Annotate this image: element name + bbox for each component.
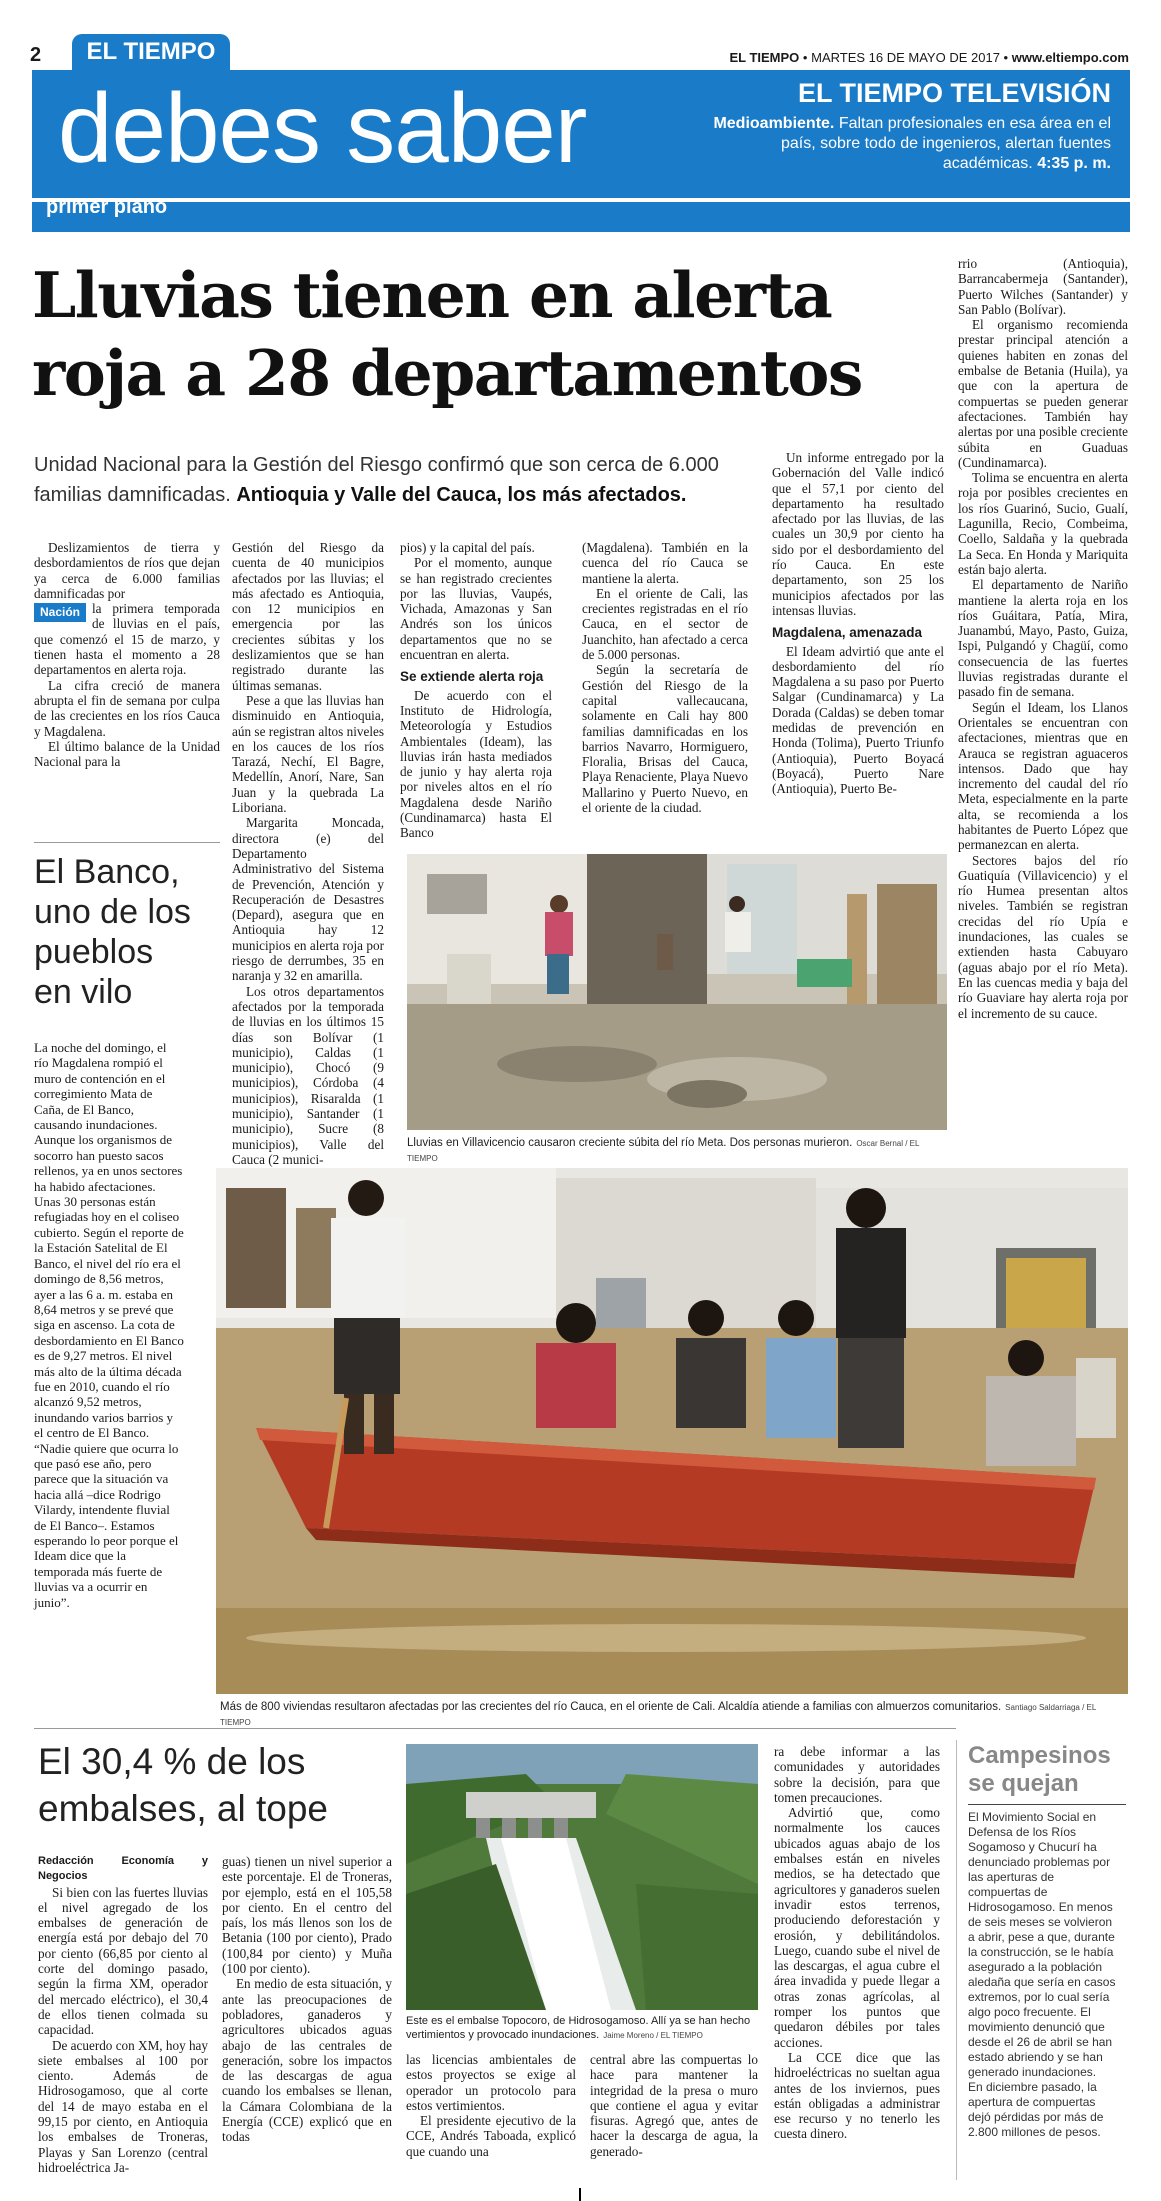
article-paragraph: El Ideam advirtió que ante el desbordamiento del río Magdalena a su paso por Puerto Salgar (Cundinamarca) y La Dorada (Caldas) se deben tomar medidas de prevención en Honda (Tolima), Puerto Triunfo (Antioquia), Puerto Boyacá (Boyacá), Puerto Nare (Antioquia), Puerto Be- bbox=[772, 643, 944, 797]
article-paragraph: El departamento de Nariño mantiene la alerta roja en los ríos Guáitara, Patía, Mira, Juanambú, Mayo, Pasto, Guiza, Ispi, Pulgandó y Chagüí, como consecuencia de las fuertes lluvias registradas durante el pasado fin de semana. bbox=[958, 577, 1128, 700]
story-subhead: Se extiende alerta roja bbox=[400, 669, 544, 685]
article-paragraph: Pese a que las lluvias han disminuido en Antioquia, aún se registran altos niveles en los cauces de los ríos Tarazá, Nechí, El Bagre, Medellín, Anorí, Nare, San Juan y la quebrada La Liboriana. bbox=[232, 692, 384, 816]
story-col-6 bbox=[958, 256, 1128, 1021]
embalses-headline: El 30,4 % de los embalses, al tope bbox=[38, 1741, 329, 1829]
article-paragraph: Un informe entregado por la Gobernación del Valle indicó que el 57,1 por ciento del departamento ha resultado afectado por las lluvias, de las cuales un 30,9 por ciento ha sido por el desbordamiento del río Cauca. En este departamento, son 25 los municipios afectados por las intensas lluvias. bbox=[772, 450, 944, 618]
dam-photo-caption: Este es el embalse Topocoro, de Hidrosogamoso. Allí ya se han hecho vertimientos y provocado inundaciones. Jaime Moreno / EL TIEMPO bbox=[406, 2015, 751, 2041]
dam-photo-credit: Jaime Moreno / EL TIEMPO bbox=[603, 2031, 703, 2040]
tv-promo-lead: Medioambiente. bbox=[713, 115, 835, 132]
story-col-5 bbox=[772, 450, 944, 797]
embalses-col-1: Redacción Economía y Negocios Si bien con las fuertes lluvias el nivel agregado de los embalses de generación de energía está por debajo del 70 por ciento (66,85 por ciento al corte del domingo pasado, según la firma XM, operador del mercado eléctrico), el 30,4 de ellos tienen colmada su capacidad. De acuerdo con XM, hoy hay siete embalses al 100 por ciento. Además de Hidrosogamoso, que al corte del 14 de mayo estaba en el 99,15 por ciento, en Antioquia los embalses de Troneras, Playas y San Lorenzo (central hidroeléctrica Ja- bbox=[38, 1855, 209, 2175]
divider bbox=[34, 842, 220, 843]
dateline: EL TIEMPO • MARTES 16 DE MAYO DE 2017 • www.eltiempo.com bbox=[729, 50, 1129, 65]
photo1-credit: Oscar Bernal / EL TIEMPO bbox=[407, 1139, 920, 1163]
divider bbox=[956, 1740, 957, 2180]
divider bbox=[968, 1804, 1126, 1805]
article-paragraph: Tolima se encuentra en alerta roja por posibles crecientes en los ríos Guarinó, Sucio, Gualí, Lagunilla, Recio, Combeima, Coello, Saldaña y la quebrada La Seca. En Honda y Mariquita están bajo alerta. bbox=[958, 470, 1128, 577]
article-paragraph: Gestión del Riesgo da cuenta de 40 municipios afectados por las lluvias; el más afectado es Antioquia, con 12 municipios en emergencia por las crecientes súbitas y los deslizamientos que se han registrado durante las últimas semanas. bbox=[232, 540, 384, 693]
embalses-col-5: ra debe informar a las comunidades y autoridades sobre la decisión, para que tomen precauciones. Advirtió que, como normalmente los cauces ubicados aguas abajo de los embalses están en niveles medios, se ha detectado que agricultores y ganaderos suelen invadir estos terrenos, produciendo deforestación y erosión, y debilitándolos. Luego, cuando sube el nivel de las descargas, el agua cubre el área invadida y puede llegar a otras zonas agrícolas, al romper los puntos que quedaron débiles por tales acciones. La CCE dice que las hidroeléctricas no sueltan agua antes de los inviernos, pues están obligadas a administrar ese recurso y no tenerlo les cuesta dinero. bbox=[774, 1744, 940, 2142]
section-title: debes saber bbox=[58, 73, 587, 183]
story-col-4 bbox=[582, 540, 748, 815]
article-paragraph: Margarita Moncada, directora (e) del Departamento Administrativo del Sistema de Prevención, Atención y Recuperación de Desastres (Depard), asegura que en Antioquia hay 12 municipios en alerta roja por riesgo de derrumbes, 35 en naranja y 32 en amarilla. bbox=[232, 815, 384, 984]
dateline-brand: EL TIEMPO bbox=[729, 50, 800, 65]
story-col-2 bbox=[232, 540, 384, 1167]
article-paragraph: pios) y la capital del país. bbox=[400, 540, 535, 555]
flood-photo-villavicencio-image bbox=[407, 854, 947, 1130]
article-paragraph: rrio (Antioquia), Barrancabermeja (Santander), Puerto Wilches (Santander) y San Pablo (Bolívar). bbox=[958, 256, 1128, 317]
story-col-3 bbox=[400, 540, 552, 841]
photo2-caption: Más de 800 viviendas resultaron afectadas por las crecientes del río Cauca, en el oriente de Cali. Alcaldía atiende a familias con almuerzos comunitarios. Santiago Saldarriaga / EL TIEMPO bbox=[220, 1701, 1097, 1727]
photo1-caption: Lluvias en Villavicencio causaron creciente súbita del río Meta. Dos personas murieron. Oscar Bernal / EL TIEMPO bbox=[407, 1137, 920, 1163]
article-paragraph: Deslizamientos de tierra y desbordamientos de ríos que dejan ya cerca de 6.000 familias damnificadas por bbox=[34, 540, 220, 601]
main-deck: Unidad Nacional para la Gestión del Riesgo confirmó que son cerca de 6.000 familias damnificadas. Antioquia y Valle del Cauca, los más afectados. bbox=[34, 454, 719, 506]
section-tag: Nación bbox=[34, 603, 86, 622]
tv-promo-body: Faltan profesionales en esa área en el país, sobre todo de ingenieros, alertan fuentes académicas. bbox=[781, 115, 1111, 172]
tv-promo-time: 4:35 p. m. bbox=[1037, 155, 1111, 172]
article-paragraph: De acuerdo con el Instituto de Hidrología, Meteorología y Estudios Ambientales (Ideam), las lluvias irán hasta mediados de junio y hay alerta roja por niveles altos en el río Magdalena desde Nariño (Cundinamarca) hasta El Banco bbox=[400, 687, 552, 841]
campesinos-title: Campesinos se quejan bbox=[968, 1742, 1111, 1797]
article-paragraph: (Magdalena). También en la cuenca del río Cauca se mantiene la alerta. bbox=[582, 540, 748, 586]
article-paragraph: El último balance de la Unidad Nacional para la bbox=[34, 738, 220, 770]
flood-photo-villavicencio bbox=[407, 854, 947, 1130]
flood-photo-cali-image bbox=[216, 1168, 1128, 1694]
article-paragraph: Los otros departamentos afectados por la temporada de lluvias en los últimos 15 días son Bolívar (1 municipio), Caldas (1 municipio), Chocó (9 municipios), Córdoba (4 municipios), Risaralda (1 municipio), Santander (1 municipio), Sucre (8 municipios), Valle del Cauca (2 munici- bbox=[232, 983, 384, 1167]
article-paragraph: La cifra creció de manera abrupta el fin de semana por culpa de las crecientes en los ríos Cauca y Magdalena. bbox=[34, 677, 220, 739]
story-subhead: Magdalena, amenazada bbox=[772, 625, 923, 641]
dateline-web: www.eltiempo.com bbox=[1011, 50, 1129, 65]
byline: Redacción Economía y Negocios bbox=[38, 1855, 208, 1883]
dam-photo-image bbox=[406, 1744, 758, 2010]
page-fold-mark bbox=[579, 2188, 581, 2201]
photo2-credit: Santiago Saldarriaga / EL TIEMPO bbox=[220, 1703, 1097, 1727]
subsection-label: primer plano bbox=[46, 196, 168, 218]
divider bbox=[34, 1728, 956, 1729]
flood-photo-cali bbox=[216, 1168, 1128, 1694]
story-col-1: Deslizamientos de tierra y desbordamientos de ríos que dejan ya cerca de 6.000 familias damnificadas por Nación la primera temporada de lluvias en el país, que comenzó el 15 de marzo, y tienen hasta el momento a 28 departamentos en alerta roja. La cifra creció de manera abrupta el fin de semana por culpa de las crecientes en los ríos Cauca y Magdalena. El último balance de la Unidad Nacional para la bbox=[34, 540, 220, 770]
article-paragraph: En el oriente de Cali, las crecientes registradas en el río Cauca, en el sector de Juanchito, han afectado a cerca de 5.000 personas. bbox=[582, 585, 748, 663]
main-headline: Lluvias tienen en alerta roja a 28 departamentos bbox=[32, 258, 862, 410]
embalses-col-4: central abre las compuertas lo hace para mantener la integridad de la presa o muro que contiene el agua y evitar fisuras. Agregó que, antes de hacer la descarga de agua, la generado- bbox=[590, 2052, 758, 2159]
embalses-col-3: las licencias ambientales de estos proyectos se exige al operador un protocolo para estos vertimientos. El presidente ejecutivo de la CCE, Andrés Taboada, explicó que cuando una bbox=[406, 2052, 576, 2159]
page-number: 2 bbox=[30, 44, 42, 66]
tv-promo-title: EL TIEMPO TELEVISIÓN bbox=[797, 78, 1111, 108]
article-paragraph: El organismo recomienda prestar principal atención a quienes habiten en zonas del embalse de Betania (Huila), ya que con la apertura de compuertas se pueden generar afectaciones. También hay alertas por una posible creciente súbita en Guaduas (Cundinamarca). bbox=[958, 317, 1128, 470]
dam-photo bbox=[406, 1744, 758, 2010]
banco-body: La noche del domingo, el río Magdalena rompió el muro de contención en el corregimiento Mata de Caña, de El Banco, causando inundaciones. Aunque los organismos de socorro han puesto sacos rellenos, ya en unos sectores ha habido afectaciones. Unas 30 personas están refugiadas hoy en el coliseo cubierto. Según el reporte de la Estación Satelital de El Banco, el nivel del río era el domingo de 8,56 metros, ayer a las 6 a. m. estaba en 8,64 metros y se prevé que siga en ascenso. La cota de desbordamiento en El Banco es de 9,27 metros. El nivel más alto de la última década fue en 2010, cuando el río alcanzó 9,52 metros, inundando varios barrios y el centro de El Banco. “Nadie quiere que ocurra lo que pasó ese año, pero parece que la situación va hacia allá –dice Rodrigo Vilardy, intendente fluvial de El Banco–. Estamos esperando lo peor porque el Ideam dice que la temporada más fuerte de lluvias va a ocurrir en junio”. bbox=[34, 1040, 184, 1610]
subsection-banner bbox=[32, 202, 1130, 232]
tv-promo-text bbox=[711, 114, 1111, 174]
article-paragraph: Sectores bajos del río Guatiquía (Villavicencio) y el río Humea presentan altos niveles. También se registran crecidas del río Upía e inundaciones, las cuales se extienden hasta Cabuyaro (aguas abajo por el río Meta). En las cuencas media y baja del río Guaviare hay alerta roja por el incremento de su cauce. bbox=[958, 852, 1128, 1021]
dateline-date: MARTES 16 DE MAYO DE 2017 bbox=[811, 50, 1000, 65]
article-paragraph: Por el momento, aunque se han registrado crecientes por las lluvias, Vaupés, Vichada, Amazonas y San Andrés son los únicos departamentos que no se encuentran en alerta. bbox=[400, 555, 552, 663]
embalses-col-2: guas) tienen un nivel superior a este porcentaje. El de Troneras, por ejemplo, está en el 105,58 por ciento. En el centro del país, los más llenos son los de Betania (100 por ciento), Prado (100,84 por ciento) y Muña (100 por ciento). En medio de esta situación, y ante las preocupaciones de pobladores, ganaderos y agricultores ubicados aguas abajo de las centrales de generación, sobre los impactos de las descargas de agua cuando los embalses se llenan, la Cámara Colombiana de la Energía (CCE) explicó que en todas bbox=[222, 1854, 392, 2145]
article-paragraph: Según el Ideam, los Llanos Orientales se encuentran con afectaciones, mientras que en Arauca se registran aguaceros intensos. Dado que hay incremento del caudal del río Meta, especialmente en la parte alta, se recomienda a los habitantes de Puerto López que permanezcan en alerta. bbox=[958, 699, 1128, 853]
banco-headline: El Banco, uno de los pueblos en vilo bbox=[34, 853, 191, 1011]
article-paragraph: Según la secretaría de Gestión del Riesgo de la capital vallecaucana, solamente en Cali hay 800 familias damnificadas en los barrios Navarro, Hormiguero, Floralia, Brisas del Cauca, Playa Renaciente, Playa Nuevo Mallarino y Puerto Nuevo, en el oriente de la ciudad. bbox=[582, 662, 748, 816]
campesinos-body: El Movimiento Social en Defensa de los Ríos Sogamoso y Chucurí ha denunciado problemas por las aperturas de compuertas de Hidrosogamoso. En menos de seis meses se volvieron a abrir, pese a que, durante la construcción, se le había asegurado a la población aledaña que sería en casos extremos, por lo cual sería algo poco frecuente. El movimiento denunció que desde el 26 de abril se han estado abriendo y se han generado inundaciones. En diciembre pasado, la apertura de compuertas dejó pérdidas por más de 2.800 millones de pesos. bbox=[968, 1810, 1116, 2139]
brand-logo: EL TIEMPO bbox=[72, 34, 230, 70]
